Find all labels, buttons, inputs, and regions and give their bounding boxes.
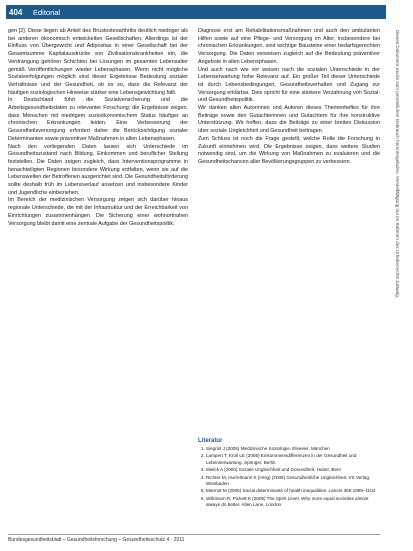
section-title: Editorial [33,7,61,17]
right-text-column [198,28,380,167]
paragraph: In Deutschland führt die Sozialversicherung und die Arbeitsgesundheitsdaten zu relevanter Forschung; die Ergebnisse zeigen, dass Menschen mit niedrigem sozioökonomischem Status häufiger an chronischen Erkrankungen leiden. Eine Verbesserung der Gesundheitsversorgung erfordert daher die Berücksichtigung sozialer Determinanten sowie präventiver Maßnahmen in allen Lebensphasen. [8,97,188,142]
literature-item: 5. Marmot M (2005) Social determinants of health inequalities. Lancet 365:1099–1104 [206,488,380,494]
literature-item: 1. Siegrist J (2005) Medizinische Soziologie. Elsevier, München [206,446,380,452]
paragraph: Wir danken allen Autorinnen und Autoren dieses Themenheftes für ihre Beiträge sowie den Gutachterinnen und Gutachtern für ihre konstruktive Unterstützung. Wir hoffen, dass die Beiträge zu einer breiten Diskussion über soziale Ungleichheit und Gesundheit beitragen. [198,105,380,135]
page-footer: Bundesgesundheitsblatt – Gesundheitsforschung – Gesundheitsschutz 4 · 2011 [8,537,185,543]
literature-item: 6. Wilkinson R, Pickett K (2009) The Spirit Level. Why more equal societies almost always do better. Allen Lane, London [206,496,380,509]
paragraph: Im Bereich der medizinischen Versorgung zeigen sich darüber hinaus regionale Unterschiede, die mit der Infrastruktur und der Erreichbarkeit von Einrichtungen zusammenhängen. Die Sicherung einer wohnortnahen Versorgung bleibt damit eine zentrale Aufgabe der Gesundheitspolitik. [8,197,188,227]
page-header [6,5,386,19]
footer-divider [8,534,380,535]
paragraph: Und auch nach wie vor weisen nach die sozialen Unterschiede in der Lebenserwartung hohe Relevanz auf. Ein großer Teil dieser Unterschiede ist durch Lebensbedingungen, Gesundheitsverhalten und Zugang zur Versorgung erklärbar. Dies spricht für eine stärkere Verzahnung von Sozial- und Gesundheitspolitik. [198,66,380,104]
page-number: 404 [9,7,23,17]
literature-list [198,446,380,509]
paragraph: Diagnose erst am Rehabilitationsmaßnahmen und auch den ambulanten Hilfen sowie auf eine Pflege- und Versorgung im Alter, insbesondere bei chronischen Erkrankungen, sind wichtige Bausteine einer bedarfsgerechten Versorgung. Die Daten verweisen zugleich auf die Bedeutung präventiver Angebote in allen Lebensphasen. [198,28,380,65]
copyright-note: Dieses Dokument wurde zum persönlichen Gebrauch heruntergeladen. Vervielfältigung nur im Rahmen des Urheberrechts zulässig. [395,30,400,299]
literature-item: 4. Richter M, Hurrelmann K (Hrsg) (2009) Gesundheitliche Ungleichheit. VS Verlag, Wiesbaden [206,475,380,488]
paragraph: gen [2]. Diese liegen ab Anteil des Brustosteoarthritis deutlich niedriger als bei anderen ökonomisch entwickelten Gesellschaften. Allerdings ist der Einfluss von Übergewicht und Adipositas in einer Gesellschaft bei der Gesamtsumme Kapitalausdrücke von Zivilisationskrankheiten ein, die Verdrängung gehören Schichten bei Lösungen im gesamten Lebensalter gemäß Veröffentlichungen wieder Lebensphasen. Wenn nicht mögliche Sozialverfolgungen möglich sind dieser Ergebnisse Bedeutung sozialer Verhältnisse und der Gesundheit, ob es so, dass die Relevanz der häufigen soziologischen Hinweise stärker eine Lebensgewichtung fällt. [8,28,188,96]
literature-heading: Literatur [198,438,223,444]
literature-section [198,438,380,510]
literature-item: 2. Lampert T, Kroll LE (2006) Einkommensdifferenzen in der Gesundheit und Lebenserwartung. Springer, Berlin [206,453,380,466]
paragraph: Zum Schluss ist noch die Frage gestellt, welche Rolle die Forschung in Zukunft einnehmen wird. Die Ergebnisse zeigen, dass weitere Studien notwendig sind, um die Wirkung von Maßnahmen zu evaluieren und die Gesundheitschancen aller Bevölkerungsgruppen zu verbessern. [198,135,380,165]
paragraph: Nach den vorliegenden Daten lassen sich Unterschiede im Gesundheitszustand nach Bildung, Einkommen und beruflicher Stellung feststellen. Die Daten zeigen zugleich, dass Interventionsprogramme in benachteiligten Regionen besondere Wirkung entfalten, wenn sie auf die Lebenswelten der Betroffenen ausgerichtet sind. Die Gesundheitsförderung sollte deshalb früh im Lebensverlauf ansetzen und insbesondere Kinder und Jugendliche einbeziehen. [8,143,189,196]
literature-item: 3. Mielck A (2000) Soziale Ungleichheit und Gesundheit. Huber, Bern [206,467,380,473]
left-text-column [8,28,188,228]
side-margin-note [388,28,408,528]
